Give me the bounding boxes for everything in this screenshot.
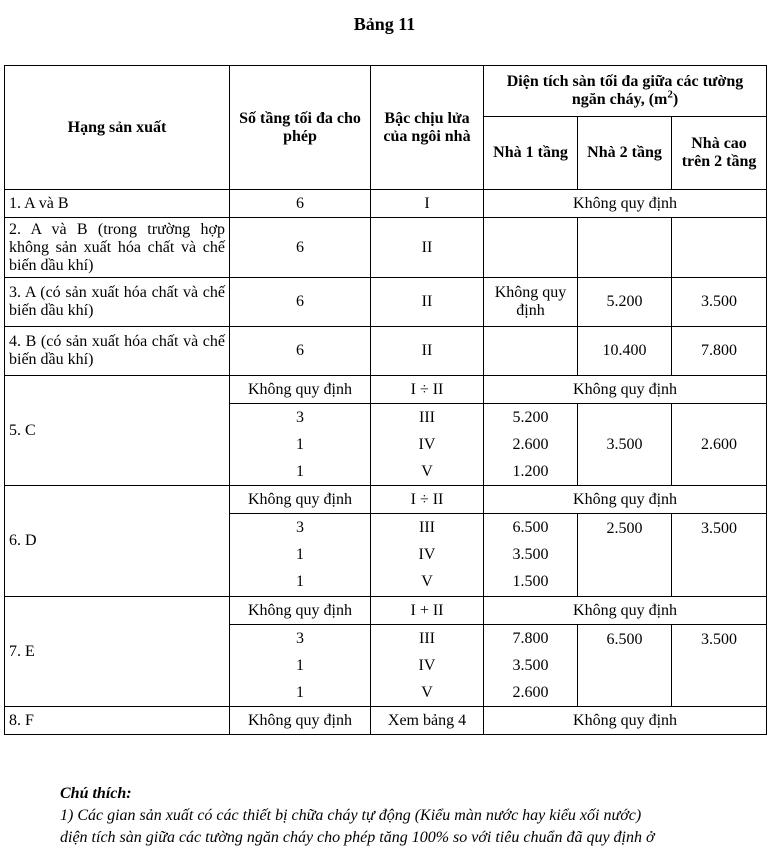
cell-tang-list: 3 1 1 [230, 514, 371, 597]
cell-hang: 2. A và B (trong trường hợp không sản xuất hóa chất và chế biến dầu khí) [5, 218, 230, 278]
cell-bac: II [371, 218, 484, 278]
cell-nha2: 5.200 [578, 278, 672, 327]
cell-hang: 5. C [5, 376, 230, 486]
cell-hang: 1. A và B [5, 190, 230, 218]
table-row [5, 278, 767, 327]
cell-dien-tich: Không quy định [484, 707, 767, 735]
cell-tang: 6 [230, 218, 371, 278]
cell-nha1-list: 6.500 3.500 1.500 [484, 514, 578, 597]
cell-bac: I ÷ II [371, 486, 484, 514]
cell-tang-list: 3 1 1 [230, 404, 371, 486]
cell-tang: 6 [230, 190, 371, 218]
cell-nha2: 6.500 [578, 625, 672, 707]
header-dien-tich: Diện tích sàn tối đa giữa các tường ngăn cháy, $(m^2)$ [484, 66, 767, 117]
cell-dien-tich: Không quy định [484, 376, 767, 404]
header-so-tang: Số tầng tối đa cho phép [230, 66, 371, 190]
cell-hang: 3. A (có sản xuất hóa chất và chế biến dầu khí) [5, 278, 230, 327]
cell-nhacao: 3.500 [672, 514, 767, 597]
table-row [5, 486, 767, 514]
fire-area-table [4, 65, 767, 735]
cell-tang-list: 3 1 1 [230, 625, 371, 707]
cell-tang: Không quy định [230, 376, 371, 404]
cell-dien-tich: Không quy định [484, 597, 767, 625]
cell-bac: II [371, 278, 484, 327]
header-hang: Hạng sản xuất [5, 66, 230, 190]
header-bac-chiu-lua: Bậc chịu lửa của ngôi nhà [371, 66, 484, 190]
cell-nha1: Không quy định [484, 278, 578, 327]
cell-hang: 6. D [5, 486, 230, 597]
footnote [60, 783, 760, 849]
header-nha-cao: Nhà cao trên 2 tầng [672, 117, 767, 190]
cell-nha1-list: 5.200 2.600 1.200 [484, 404, 578, 486]
cell-bac: II [371, 327, 484, 376]
cell-nha2: 2.500 [578, 514, 672, 597]
cell-nha1 [484, 218, 578, 278]
cell-hang: 7. E [5, 597, 230, 707]
footnote-line-2: diện tích sàn giữa các tường ngăn cháy cho phép tăng 100% so với tiêu chuẩn đã quy định ở [60, 829, 655, 846]
cell-tang: 6 [230, 327, 371, 376]
table-row [5, 190, 767, 218]
cell-nhacao [672, 218, 767, 278]
cell-bac: I ÷ II [371, 376, 484, 404]
cell-nhacao: 2.600 [672, 404, 767, 486]
cell-nhacao: 7.800 [672, 327, 767, 376]
cell-dien-tich: Không quy định [484, 486, 767, 514]
cell-nha2: 3.500 [578, 404, 672, 486]
table-row [5, 327, 767, 376]
header-nha-1-tang: Nhà 1 tầng [484, 117, 578, 190]
footnote-heading: Chú thích: [60, 785, 132, 802]
cell-bac-list: III IV V [371, 625, 484, 707]
cell-dien-tich: Không quy định [484, 190, 767, 218]
cell-tang: 6 [230, 278, 371, 327]
cell-bac-list: III IV V [371, 514, 484, 597]
table-title: Bảng 11 [353, 14, 416, 34]
cell-tang: Không quy định [230, 597, 371, 625]
cell-nha2 [578, 218, 672, 278]
table-row [5, 376, 767, 404]
cell-nha1 [484, 327, 578, 376]
cell-bac-list: III IV V [371, 404, 484, 486]
cell-nha1-list: 7.800 3.500 2.600 [484, 625, 578, 707]
cell-bac: I [371, 190, 484, 218]
cell-bac: I + II [371, 597, 484, 625]
footnote-line-1: 1) Các gian sản xuất có các thiết bị chữa cháy tự động (Kiểu màn nước hay kiểu xối nước) [60, 807, 642, 824]
table-row [5, 597, 767, 625]
cell-nhacao: 3.500 [672, 625, 767, 707]
cell-nha2: 10.400 [578, 327, 672, 376]
cell-nhacao: 3.500 [672, 278, 767, 327]
cell-bac: Xem bảng 4 [371, 707, 484, 735]
cell-tang: Không quy định [230, 486, 371, 514]
table-row [5, 218, 767, 278]
cell-tang: Không quy định [230, 707, 371, 735]
header-nha-2-tang: Nhà 2 tầng [578, 117, 672, 190]
cell-hang: 8. F [5, 707, 230, 735]
table-row [5, 707, 767, 735]
cell-hang: 4. B (có sản xuất hóa chất và chế biến dầu khí) [5, 327, 230, 376]
